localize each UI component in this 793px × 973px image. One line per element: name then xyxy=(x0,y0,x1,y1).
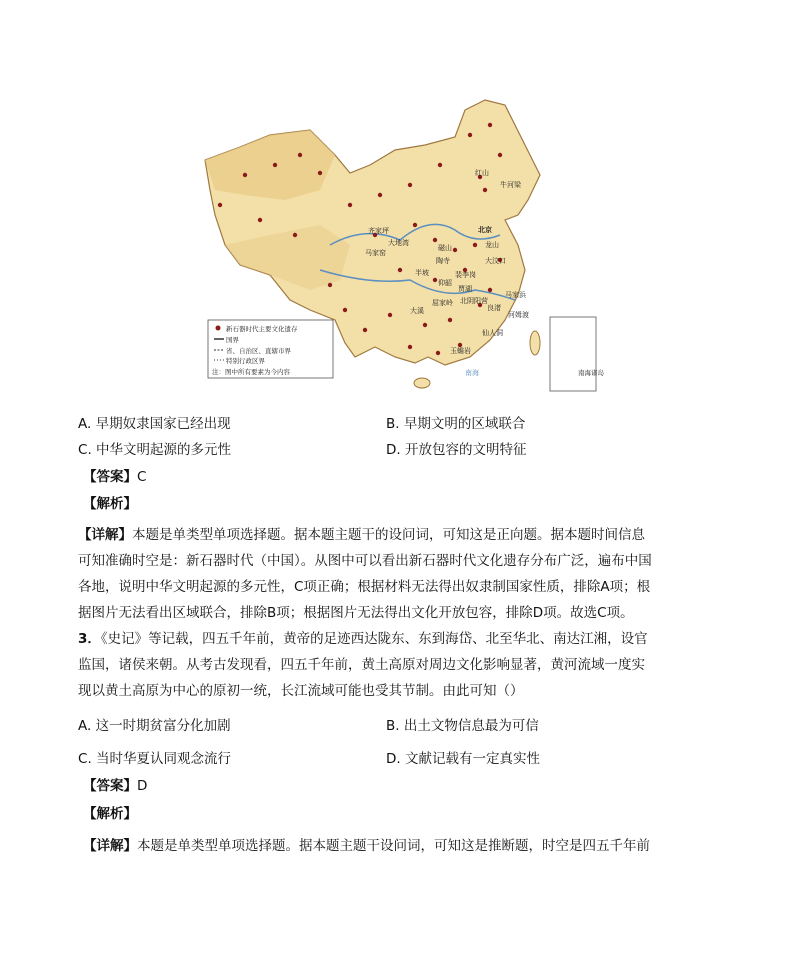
site-label: 龙山 xyxy=(485,241,499,249)
legend-item-sar: 特别行政区界 xyxy=(226,357,265,365)
q3-answer: 【答案】D xyxy=(83,778,148,794)
site-label: 贾湖 xyxy=(458,285,472,293)
q2-analysis-label: 【解析】 xyxy=(83,496,137,512)
site-label: 仙人洞 xyxy=(482,329,503,337)
map-svg xyxy=(200,95,604,395)
site-label: 裴李岗 xyxy=(455,271,476,279)
site-label: 河姆渡 xyxy=(508,311,529,319)
site-label: 玉蟾岩 xyxy=(450,347,471,355)
site-label: 北阴阳营 xyxy=(460,297,488,305)
site-label: 北京 xyxy=(478,226,492,234)
q2-option-d: D. 开放包容的文明特征 xyxy=(386,442,527,458)
site-label: 大溪 xyxy=(410,307,424,315)
q3-option-c: C. 当时华夏认同观念流行 xyxy=(78,751,232,767)
site-label: 磁山 xyxy=(438,244,452,252)
hainan-island xyxy=(414,378,430,388)
legend-item-border: 国界 xyxy=(226,336,239,344)
q3-analysis-label: 【解析】 xyxy=(83,806,137,822)
q2-answer: 【答案】C xyxy=(83,469,147,485)
q2-option-a: A. 早期奴隶国家已经出现 xyxy=(78,416,231,432)
legend-note: 注：图中所有要素为今内容 xyxy=(212,368,290,376)
site-label: 良渚 xyxy=(487,304,501,312)
south-sea-inset xyxy=(550,317,596,391)
inset-label: 南海诸岛 xyxy=(578,369,604,377)
q3-option-d: D. 文献记载有一定真实性 xyxy=(386,751,540,767)
q2-option-b: B. 早期文明的区域联合 xyxy=(386,416,526,432)
northwest-highlands xyxy=(205,130,335,200)
q2-option-c: C. 中华文明起源的多元性 xyxy=(78,442,232,458)
site-label: 牛河梁 xyxy=(500,181,521,189)
sea-label: 南海 xyxy=(465,369,479,377)
q3-option-b: B. 出土文物信息最为可信 xyxy=(386,718,539,734)
site-label: 仰韶 xyxy=(438,279,452,287)
site-label: 马家浜 xyxy=(505,291,526,299)
legend-item-province: 省、自治区、直辖市界 xyxy=(226,347,291,355)
q2-detail: 【详解】本题是单类型单项选择题。据本题主题干的设问词，可知这是正向题。据本题时间信息 可知准确时空是：新石器时代（中国）。从图中可以看出新石器时代文化遗存分布广泛，遍布中国 各地，说明中华文明起源的多元性，C项正确；根据材料无法得出奴隶制国家性质，排除A项；根 据图片无法看出区域联合，排除B项；根据图片无法得出文化开放包容，排除D项。故选C项。 xyxy=(78,527,652,621)
site-label: 马家窑 xyxy=(365,249,386,257)
site-label: 屈家岭 xyxy=(432,299,453,307)
site-label: 大汶口 xyxy=(485,257,506,265)
site-label: 红山 xyxy=(475,169,489,177)
taiwan-island xyxy=(530,331,540,355)
site-label: 齐家坪 xyxy=(368,227,389,235)
legend-item-sites: 新石器时代主要文化遗存 xyxy=(226,325,298,333)
neolithic-sites-map xyxy=(200,95,604,395)
q3-option-a: A. 这一时期贫富分化加剧 xyxy=(78,718,231,734)
q3-detail: 【详解】本题是单类型单项选择题。据本题主题干设问词，可知这是推断题，时空是四五千年前 xyxy=(83,838,650,854)
site-label: 大地湾 xyxy=(388,239,409,247)
site-label: 半坡 xyxy=(415,269,429,277)
site-label: 陶寺 xyxy=(436,257,450,265)
q3-stem: 3．《史记》等记载，四五千年前，黄帝的足迹西达陇东、东到海岱、北至华北、南达江湘，设官 监国，诸侯来朝。从考古发现看，四五千年前，黄土高原对周边文化影响显著，黄河流域一度实 现以黄土高原为中心的原初一统，长江流域可能也受其节制。由此可知（） xyxy=(78,631,648,699)
